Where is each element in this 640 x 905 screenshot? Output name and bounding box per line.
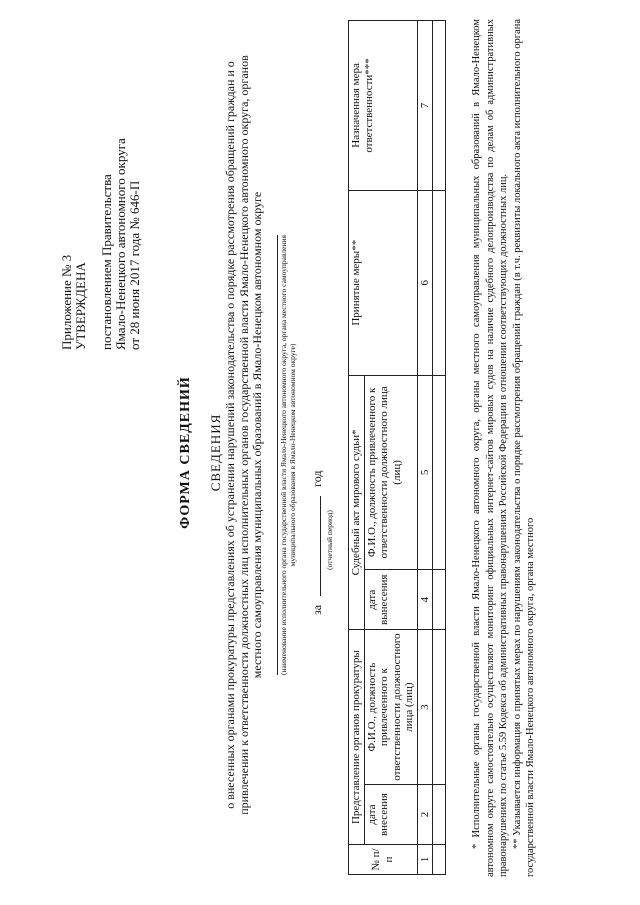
approved-label: УТВЕРЖДЕНА <box>73 262 88 350</box>
information-table <box>348 20 446 875</box>
header-court: Судебный акт мирового судьи* <box>349 375 365 630</box>
header-date-issue: дата вынесения <box>364 570 417 630</box>
empty-data-row <box>433 21 446 875</box>
footnotes <box>470 19 538 877</box>
header-number: № п/п <box>349 845 418 875</box>
footnote-1: * Исполнительные органы государственной власти Ямало-Ненецкого автономного округа, органы местного самоуправления муниципальных образований в Ямало-Ненецком автономном округе самостоятельно осуществляют мониторинг официальных интернет-сайтов мировых судов на наличие судебного делопроизводства по делам об административных правонарушениях по статье 5.59 Кодекса об административных правонарушениях Российской Федерации в отношении соответствующих должностных лиц. <box>471 19 509 877</box>
organization-fill-line <box>277 235 278 675</box>
col-number-7: 7 <box>417 21 433 191</box>
footnote-2: ** Указывается информация о принятых мерах по нарушениям законодательства о порядке рассмотрения обращений граждан (в т.ч. реквизиты локального акта исполнительного органа государственной власти Ямало-Ненецкого автономного округа, органа местного <box>511 19 536 877</box>
approval-line-1: постановлением Правительства <box>99 174 114 350</box>
period-caption: (отчетный период) <box>325 510 334 570</box>
header-fio-prosecutor: Ф.И.О., должность привлеченного к ответственности должностного лица (лиц) <box>364 630 417 785</box>
col-number-1: 1 <box>417 845 433 875</box>
header-date-intro: дата внесения <box>364 785 417 845</box>
column-number-row <box>417 21 433 875</box>
header-prosecutor: Представление органов прокуратуры <box>349 630 365 845</box>
approval-line-3: от 28 июня 2017 года № 646-П <box>127 180 142 350</box>
appendix-label: Приложение № 3 <box>59 254 74 350</box>
organization-caption: (наименование исполнительного органа государственной власти Ямало-Ненецкого автономного округа, органа местного самоуправления муниципального образования в Ямало-Ненецком автономном округе) <box>279 235 297 675</box>
header-responsibility: Назначенная мера ответственности*** <box>349 21 418 191</box>
col-number-2: 2 <box>417 785 433 845</box>
document-heading: СВЕДЕНИЯ <box>208 413 223 492</box>
document-subtitle: о внесенных органами прокуратуры представлениях об устранении нарушений законодательства о порядке рассмотрения обращений граждан и о привлечении к ответственности должностных лиц исполнительных органов государственной власти Ямало-Ненецкого автономного округа, органов местного самоуправления муниципальных образований в Ямало-Ненецком автономном округе <box>223 55 264 815</box>
col-number-6: 6 <box>417 190 433 375</box>
table-header-row <box>349 21 365 875</box>
period-prefix: за <box>310 604 324 615</box>
header-fio-court: Ф.И.О., должность привлеченного к ответственности должностного лица (лиц) <box>364 375 417 570</box>
col-number-5: 5 <box>417 375 433 570</box>
col-number-4: 4 <box>417 570 433 630</box>
period-line <box>310 255 325 615</box>
form-title: ФОРМА СВЕДЕНИЙ <box>178 376 193 529</box>
approval-line-2: Ямало-Ненецкого автономного округа <box>113 138 128 350</box>
approval-block <box>60 50 142 350</box>
col-number-3: 3 <box>417 630 433 785</box>
header-measures: Принятые меры** <box>349 190 418 375</box>
period-suffix: год <box>310 470 324 487</box>
period-blank <box>320 496 321 596</box>
